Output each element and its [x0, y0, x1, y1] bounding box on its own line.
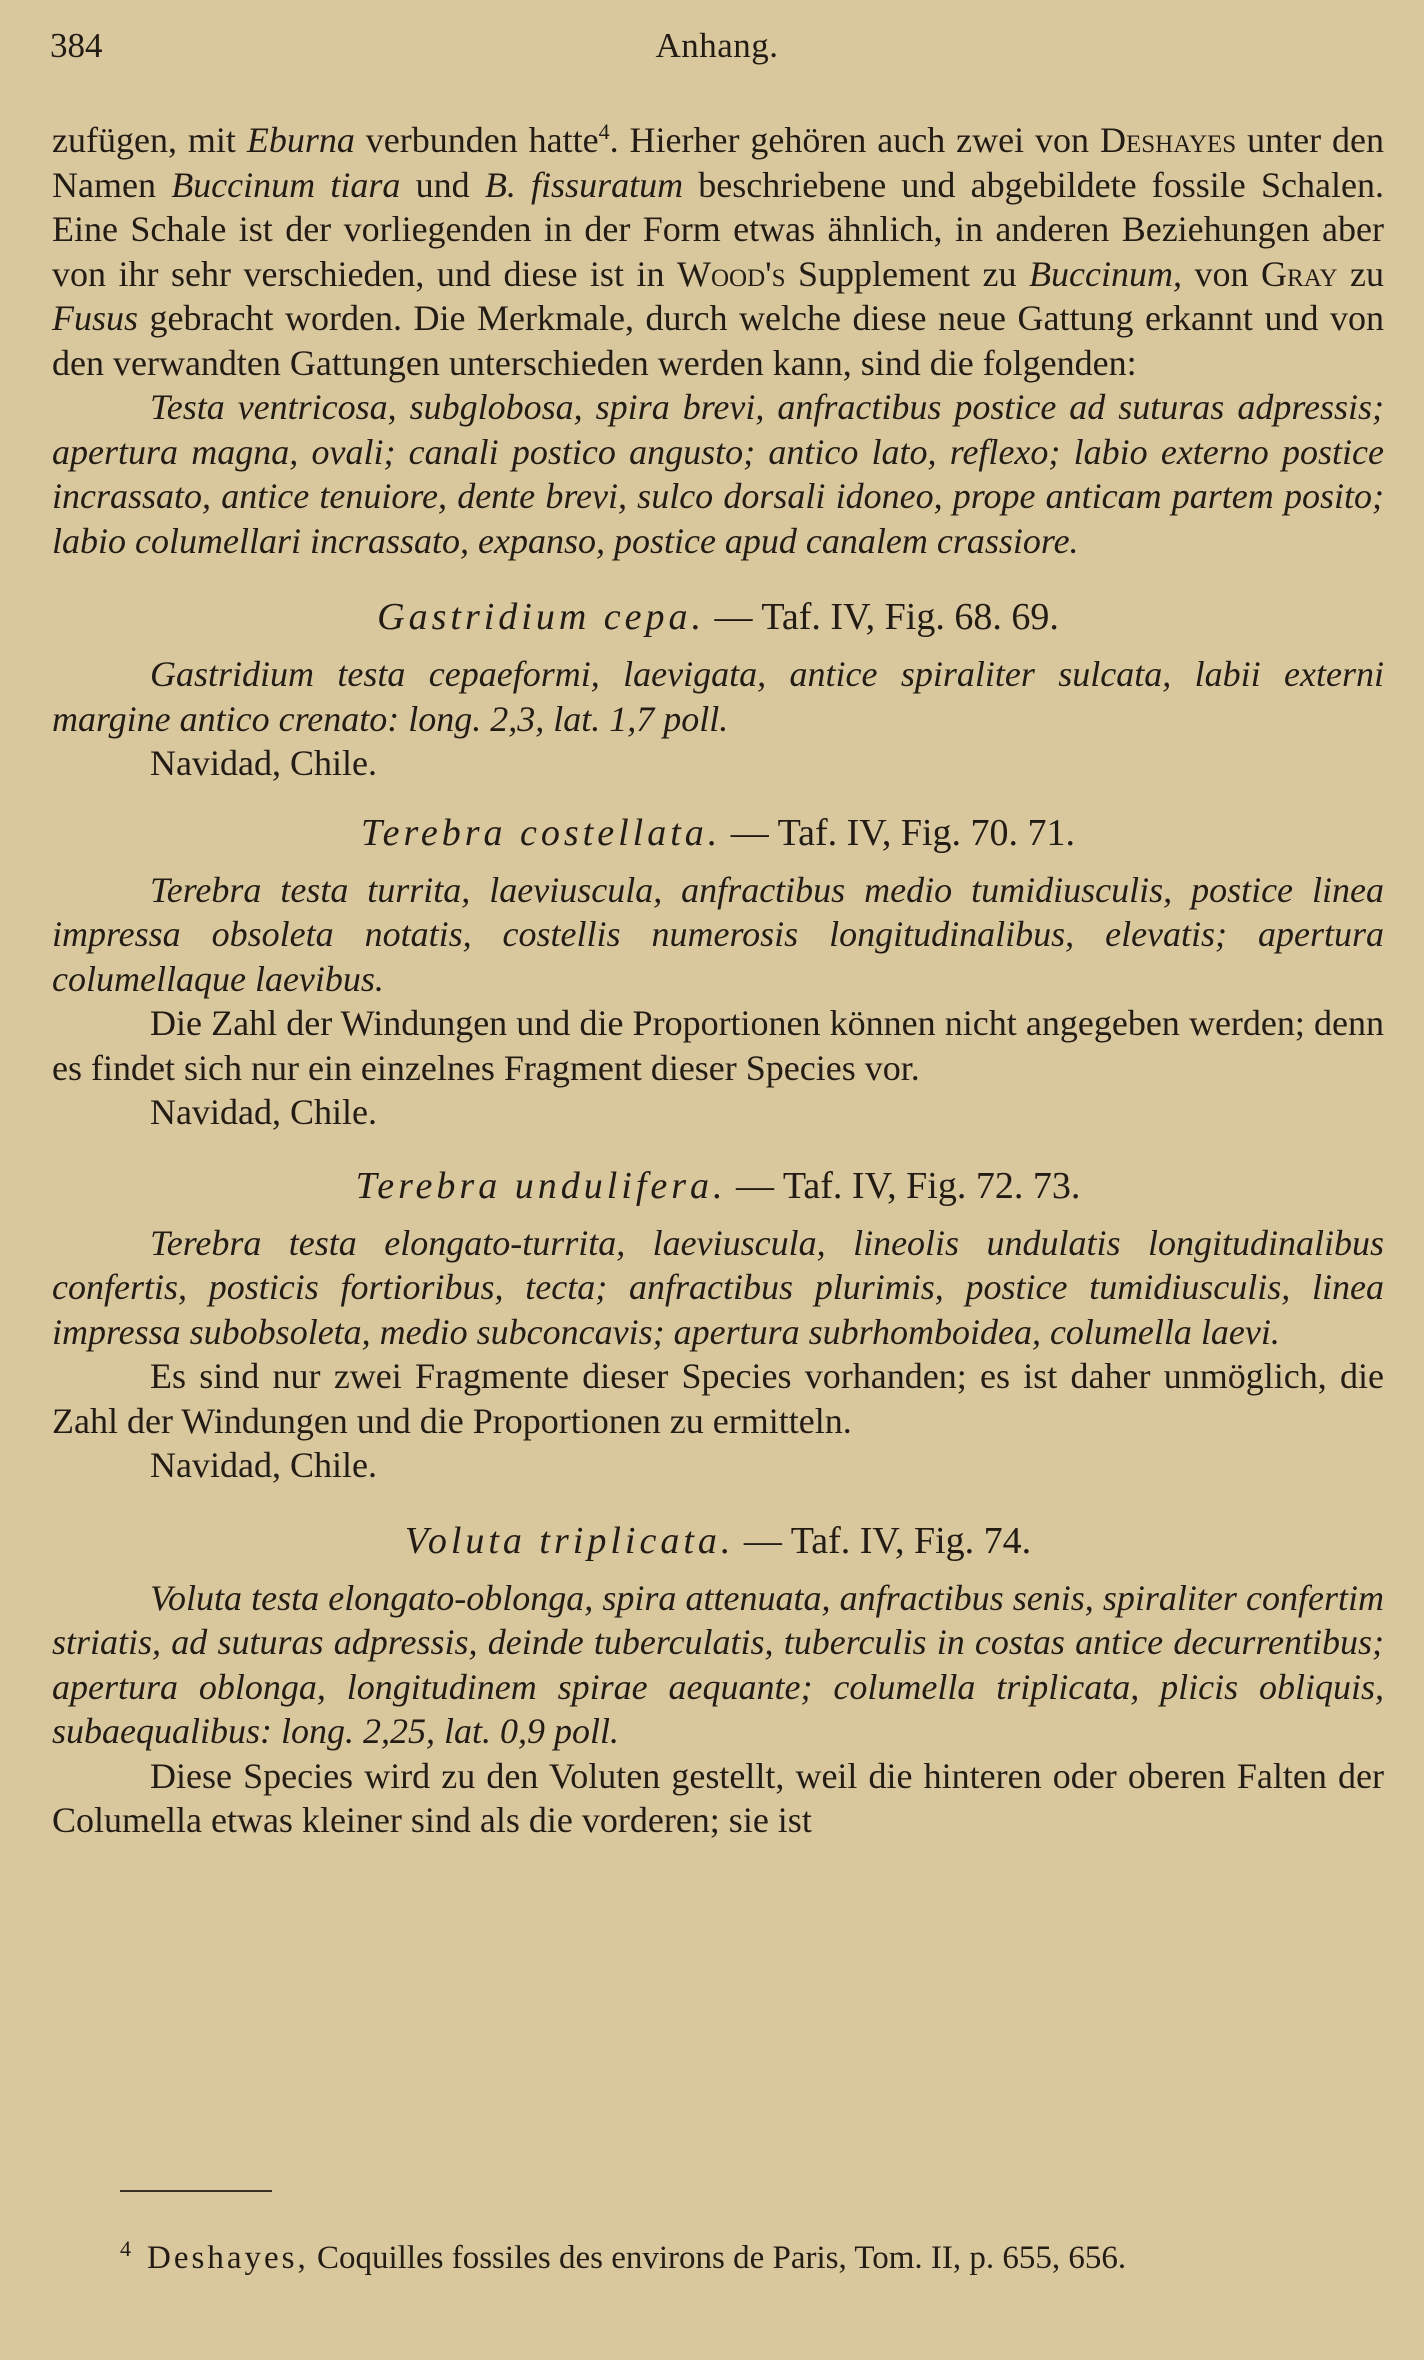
page-header — [50, 26, 1384, 78]
intro-paragraph: zufügen, mit Eburna verbunden hatte$^4$. Hierher gehören auch zwei von Deshayes unter den Namen Buccinum tiara und B. fissuratum beschriebene und abgebildete fossile Schalen. Eine Schale ist der vorliegenden in der Form etwas ähnlich, in anderen Beziehungen aber von ihr sehr verschieden, und diese ist in Wood's Supplement zu Buccinum, von Gray zu Fusus gebracht worden. Die Merkmale, durch welche diese neue Gattung erkannt und von den verwandten Gattungen unterschieden werden kann, sind die folgenden: — [52, 119, 1385, 383]
species-heading-voluta-triplicata: Voluta triplicata. — Taf. IV, Fig. 74. — [404, 1519, 1032, 1562]
species-remark: Die Zahl der Windungen und die Proportionen können nicht angegeben werden; denn es findet sich nur ein einzelnes Fragment dieser Species vor. — [52, 1003, 1384, 1088]
species-diagnosis: Terebra testa turrita, laeviuscula, anfractibus medio tumidiusculis, postice linea impressa obsoleta notatis, costellis numerosis longitudinalibus, elevatis; apertura columellaque laevibus. — [52, 869, 1384, 999]
species-diagnosis: Terebra testa elongato-turrita, laeviuscula, lineolis undulatis longitudinalibus confertis, posticis fortioribus, tecta; anfractibus plurimis, postice tumidiusculis, linea impressa subobsoleta, medio subconcavis; apertura subrhomboidea, columella laevi. — [52, 1222, 1384, 1352]
text-column — [52, 118, 1384, 1843]
footnote-text: Coquilles fossiles des environs de Paris, Tom. II, p. 655, 656. — [308, 2240, 1127, 2276]
running-title: Anhang. — [655, 26, 779, 65]
footnote — [120, 2238, 1384, 2278]
species-heading-gastridium-cepa: Gastridium cepa. — Taf. IV, Fig. 68. 69. — [377, 596, 1059, 638]
species-remark: Diese Species wird zu den Voluten gestellt, weil die hinteren oder oberen Falten der Columella etwas kleiner sind als die vorderen; sie ist — [52, 1755, 1384, 1840]
footnote-ref: 4 — [598, 119, 610, 144]
species-heading-terebra-undulifera: Terebra undulifera. — Taf. IV, Fig. 72. 73. — [355, 1164, 1081, 1207]
species-diagnosis: Voluta testa elongato-oblonga, spira attenuata, anfractibus senis, spiraliter confertim striatis, ad suturas adpressis, deinde tuberculatis, tuberculis in costas antice decurrentibus; apertura oblonga, longitudinem spirae aequante; columella triplicata, plicis obliquis, subaequalibus: long. 2,25, lat. 0,9 poll. — [52, 1577, 1384, 1751]
species-locality: Navidad, Chile. — [150, 743, 377, 783]
genus-diagnosis: Testa ventricosa, subglobosa, spira brevi, anfractibus postice ad suturas adpressis; apertura magna, ovali; canali postico angusto; antico lato, reflexo; labio externo postice incrassato, antice tenuiore, dente brevi, sulco dorsali idoneo, prope anticam partem posito; labio columellari incrassato, expanso, postice apud canalem crassiore. — [52, 387, 1384, 561]
species-locality: Navidad, Chile. — [150, 1445, 377, 1485]
footnote-author: Deshayes, — [147, 2240, 309, 2276]
species-heading-terebra-costellata: Terebra costellata. — Taf. IV, Fig. 70. 71. — [360, 811, 1076, 854]
page-number: 384 — [50, 26, 103, 65]
species-remark: Es sind nur zwei Fragmente dieser Species vorhanden; es ist daher unmöglich, die Zahl der Windungen und die Proportionen zu ermitteln. — [52, 1356, 1384, 1441]
footnote-mark: 4 — [120, 2236, 131, 2261]
species-diagnosis: Gastridium testa cepaeformi, laevigata, antice spiraliter sulcata, labii externi margine antico crenato: long. 2,3, lat. 1,7 poll. — [52, 654, 1384, 739]
species-locality: Navidad, Chile. — [150, 1092, 377, 1132]
footnote-rule — [120, 2190, 272, 2192]
